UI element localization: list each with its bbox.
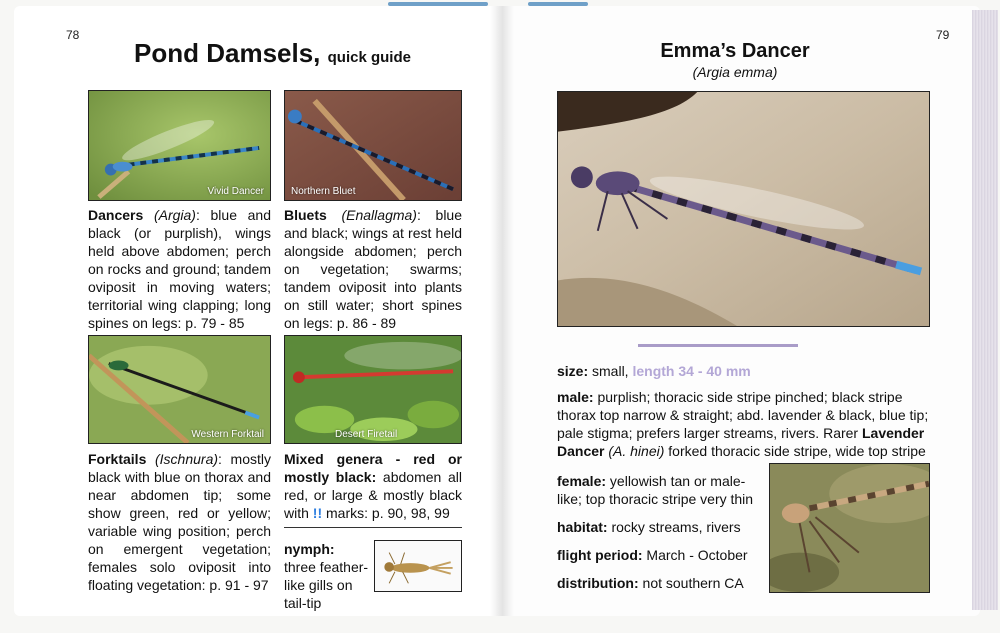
photo-vivid-dancer [88,90,271,201]
size-value: small, [588,363,633,379]
male-row [557,388,932,460]
nymph-label: nymph: [284,541,335,557]
nymph-icon [375,541,461,591]
emmas-dancer-illustration [558,92,929,326]
photo-emmas-dancer [557,91,930,327]
distribution-label: distribution: [557,575,639,591]
right-page-number: 79 [936,28,950,42]
page-edges [972,10,998,610]
photo-northern-bluet [284,90,462,201]
photo-caption: Vivid Dancer [207,186,264,197]
mixed-genera-description [284,450,462,522]
bluets-genus: (Enallagma) [341,207,417,223]
dancers-text: : blue and black (or purplish), wings held above abdomen; perch on rocks and ground; tandem oviposit in moving waters; territorial wing clapping; long spines on legs: p. 79 - 85 [88,207,272,331]
northern-bluet-illustration [285,91,461,200]
nymph-illustration [374,540,462,592]
bluets-description [284,206,462,332]
forktails-text: : mostly black with blue on thorax and near abdomen tip; some show green, red or yellow; variable wing position; perch on emergent vegetation; females solo oviposit into floating vegetation: p. 91 - 97 [88,451,272,593]
habitat-row [557,518,767,536]
female-label: female: [557,473,607,489]
size-label: size: [557,363,589,379]
mixed-text-2: marks: p. 90, 98, 99 [322,505,450,521]
dancers-genus: (Argia) [153,207,196,223]
left-page-number: 78 [66,28,80,42]
distribution-text: not southern CA [638,575,744,591]
male-text-1: purplish; thoracic side stripe pinched; black stripe thorax top narrow & straight; abd. lavender & black, blue tip; pale stigma; prefers larger streams, rivers. Rarer [557,389,929,441]
desert-firetail-illustration [285,336,461,443]
section-divider [284,527,462,528]
size-length: length 34 - 40 mm [632,363,751,379]
species-title: Emma’s Dancer [660,40,810,62]
dancers-name: Dancers [88,207,144,223]
title-subtitle: quick guide [327,49,411,66]
mixed-genera-name: Mixed genera - red or mostly black: [284,451,462,485]
nymph-description [284,540,370,612]
photo-caption: Northern Bluet [291,186,356,197]
habitat-text: rocky streams, rivers [607,519,741,535]
species-scientific-name: (Argia emma) [692,64,778,80]
female-text: yellowish tan or male-like; top thoracic stripe very thin [557,473,754,507]
forktails-genus: (Ischnura) [155,451,219,467]
flight-period-row [557,546,767,564]
photo-caption: Western Forktail [191,429,264,440]
female-dancer-illustration [770,464,929,592]
forktails-description [88,450,271,594]
lavender-dancer-name: Lavender Dancer [557,425,925,459]
forktails-name: Forktails [88,451,147,467]
flight-period-label: flight period: [557,547,643,563]
male-text-2: forked thoracic side stripe, wide top stripe [664,443,926,459]
photo-caption: Desert Firetail [335,429,398,440]
female-row [557,472,767,508]
nymph-text: three feather-like gills on tail-tip [284,559,369,611]
size-row [557,362,932,380]
photo-western-forktail [88,335,271,444]
lavender-dancer-sci: (A. hinei) [604,443,665,459]
dancers-description [88,206,271,332]
vivid-dancer-illustration [89,91,270,200]
bluets-text: : blue and black; wings at rest held alongside abdomen; perch on vegetation; swarms; tandem oviposit into plants on still water; short spines on legs: p. 86 - 89 [284,207,463,331]
mixed-text-1: abdomen all red, or large & mostly black with [284,469,462,521]
photo-desert-firetail [284,335,462,444]
distribution-row [557,574,767,592]
western-forktail-illustration [89,336,270,443]
male-label: male: [557,389,594,405]
flight-period-text: March - October [642,547,748,563]
left-page-title [134,38,411,69]
title-main: Pond Damsels, [134,38,321,68]
lavender-divider [638,344,798,347]
exclamation-marks: !! [312,505,323,521]
photo-female [769,463,930,593]
top-edge-tab-left [388,2,488,6]
bluets-name: Bluets [284,207,327,223]
top-edge-tab-right [528,2,588,6]
habitat-label: habitat: [557,519,608,535]
book-gutter [490,6,514,616]
